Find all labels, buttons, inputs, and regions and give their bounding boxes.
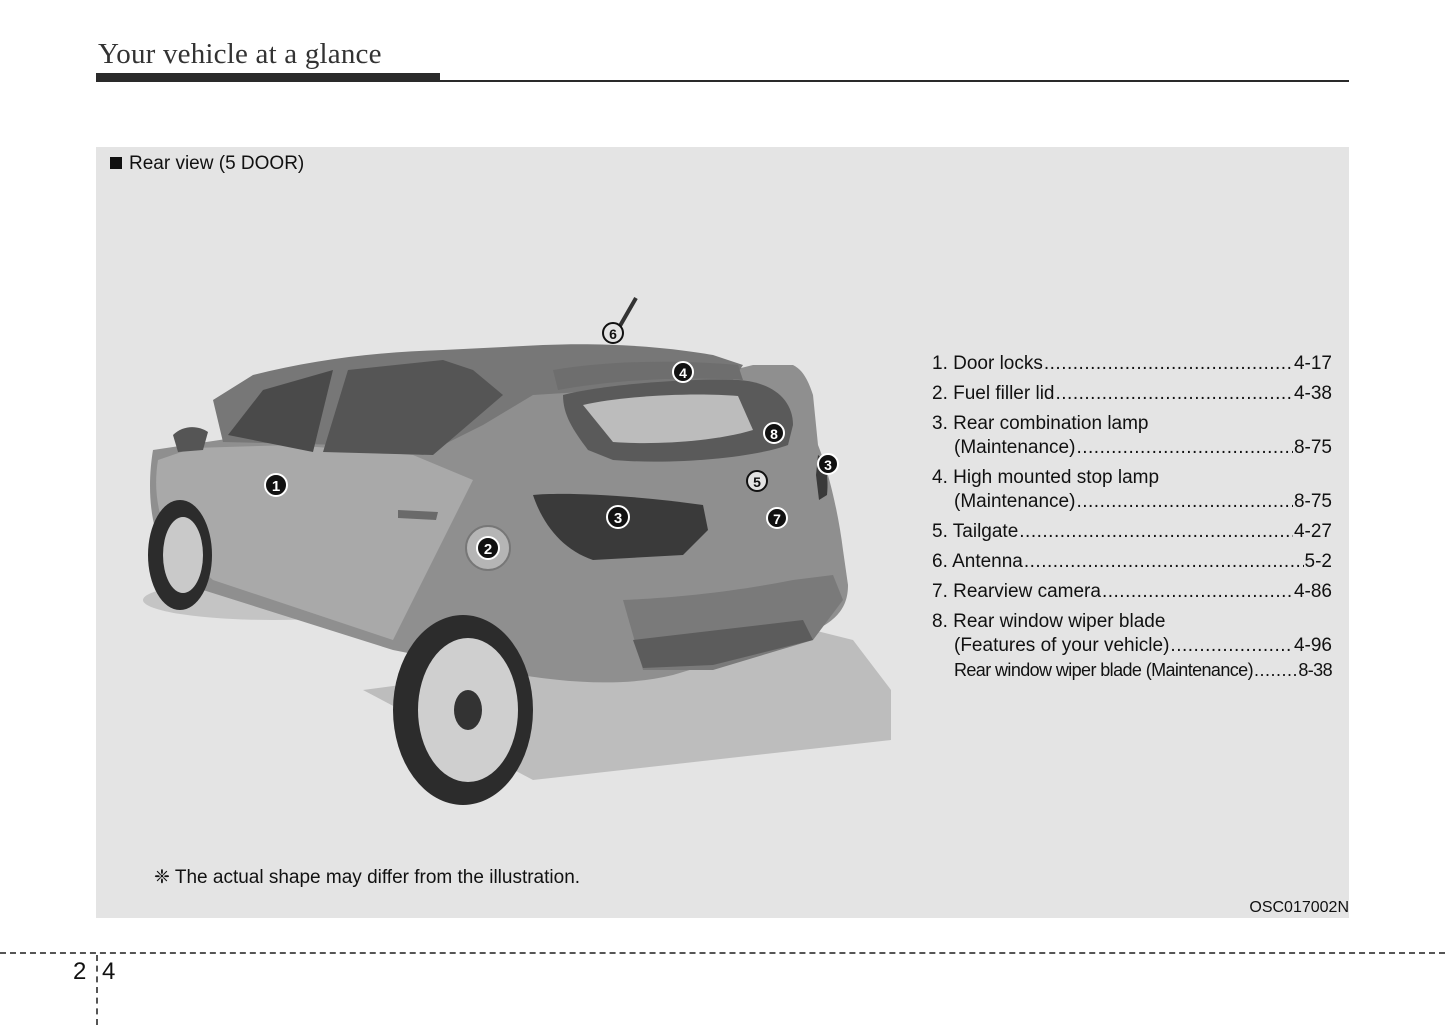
- callout-marker: [764, 423, 784, 443]
- section-heading: [110, 153, 304, 175]
- callout-label: 8: [770, 426, 778, 442]
- leader-dots: [1056, 382, 1293, 406]
- legend-page-ref: 5-2: [1304, 551, 1332, 572]
- leader-dots: [1076, 436, 1293, 460]
- legend-item-rear-combination-lamp: [932, 412, 1332, 460]
- legend-label: 7. Rearview camera: [932, 581, 1101, 602]
- leader-dots: [1019, 520, 1293, 544]
- page-number: 4: [102, 958, 116, 985]
- legend-sub-label: (Features of your vehicle): [954, 635, 1170, 656]
- square-bullet-icon: [110, 157, 122, 169]
- callout-label: 2: [483, 541, 493, 558]
- callout-marker: [767, 508, 787, 528]
- legend-item-fuel-filler-lid: [932, 382, 1332, 406]
- callout-marker: [673, 362, 693, 382]
- callout-label: 7: [773, 511, 781, 527]
- leader-dots: [1102, 580, 1293, 604]
- callout-marker: [477, 537, 499, 559]
- legend-page-ref: 4-38: [1293, 383, 1332, 404]
- callout-label: 4: [679, 365, 687, 381]
- leader-dots: [1254, 658, 1297, 682]
- legend-page-ref: 4-86: [1293, 581, 1332, 602]
- legend-item-tailgate: [932, 520, 1332, 544]
- legend-item-rear-wiper-blade: [932, 610, 1332, 682]
- legend-label: 3. Rear combination lamp: [932, 413, 1149, 434]
- callout-label: 3: [824, 457, 832, 473]
- legend-page-ref: 4-17: [1293, 353, 1332, 374]
- legend-label: 4. High mounted stop lamp: [932, 467, 1160, 488]
- legend-page-ref: 8-75: [1293, 491, 1332, 512]
- legend-item-rearview-camera: [932, 580, 1332, 604]
- callout-label: 1: [271, 478, 281, 495]
- legend-sub-label: (Maintenance): [954, 491, 1076, 512]
- callout-marker: [607, 506, 629, 528]
- leader-dots: [1044, 352, 1293, 376]
- legend-sub-label: (Maintenance): [954, 437, 1076, 458]
- legend-page-ref: 8-75: [1293, 437, 1332, 458]
- page-header-title: Your vehicle at a glance: [98, 38, 382, 70]
- vehicle-rear-illustration: [113, 220, 891, 870]
- leader-dots: [1076, 490, 1293, 514]
- callout-label: 5: [753, 474, 761, 490]
- parts-legend: [932, 352, 1332, 688]
- legend-label: 5. Tailgate: [932, 521, 1019, 542]
- footer-page-divider: [96, 955, 98, 1025]
- callout-marker: [818, 454, 838, 474]
- chapter-number: 2: [73, 958, 87, 985]
- legend-label: 2. Fuel filler lid: [932, 383, 1055, 404]
- section-heading-text: Rear view (5 DOOR): [129, 153, 305, 174]
- legend-page-ref: 4-96: [1293, 635, 1332, 656]
- header-rule: [96, 80, 1349, 82]
- callout-marker: [747, 471, 767, 491]
- footer-divider: [0, 952, 1445, 954]
- legend-page-ref: 8-38: [1298, 660, 1332, 680]
- callout-marker: [603, 323, 623, 343]
- legend-item-antenna: [932, 550, 1332, 574]
- legend-label: 8. Rear window wiper blade: [932, 611, 1166, 632]
- legend-label: 1. Door locks: [932, 353, 1043, 374]
- callout-label: 6: [609, 326, 617, 342]
- legend-item-door-locks: [932, 352, 1332, 376]
- leader-dots: [1024, 550, 1304, 574]
- callout-marker: [265, 474, 287, 496]
- leader-dots: [1170, 634, 1293, 658]
- illustration-disclaimer: ❈ The actual shape may differ from the illustration.: [154, 867, 581, 888]
- callout-label: 3: [613, 510, 623, 527]
- legend-sub-label: Rear window wiper blade (Maintenance): [954, 660, 1253, 680]
- legend-page-ref: 4-27: [1293, 521, 1332, 542]
- image-code: OSC017002N: [1249, 899, 1349, 916]
- legend-label: 6. Antenna: [932, 551, 1023, 572]
- legend-item-high-mounted-stop-lamp: [932, 466, 1332, 514]
